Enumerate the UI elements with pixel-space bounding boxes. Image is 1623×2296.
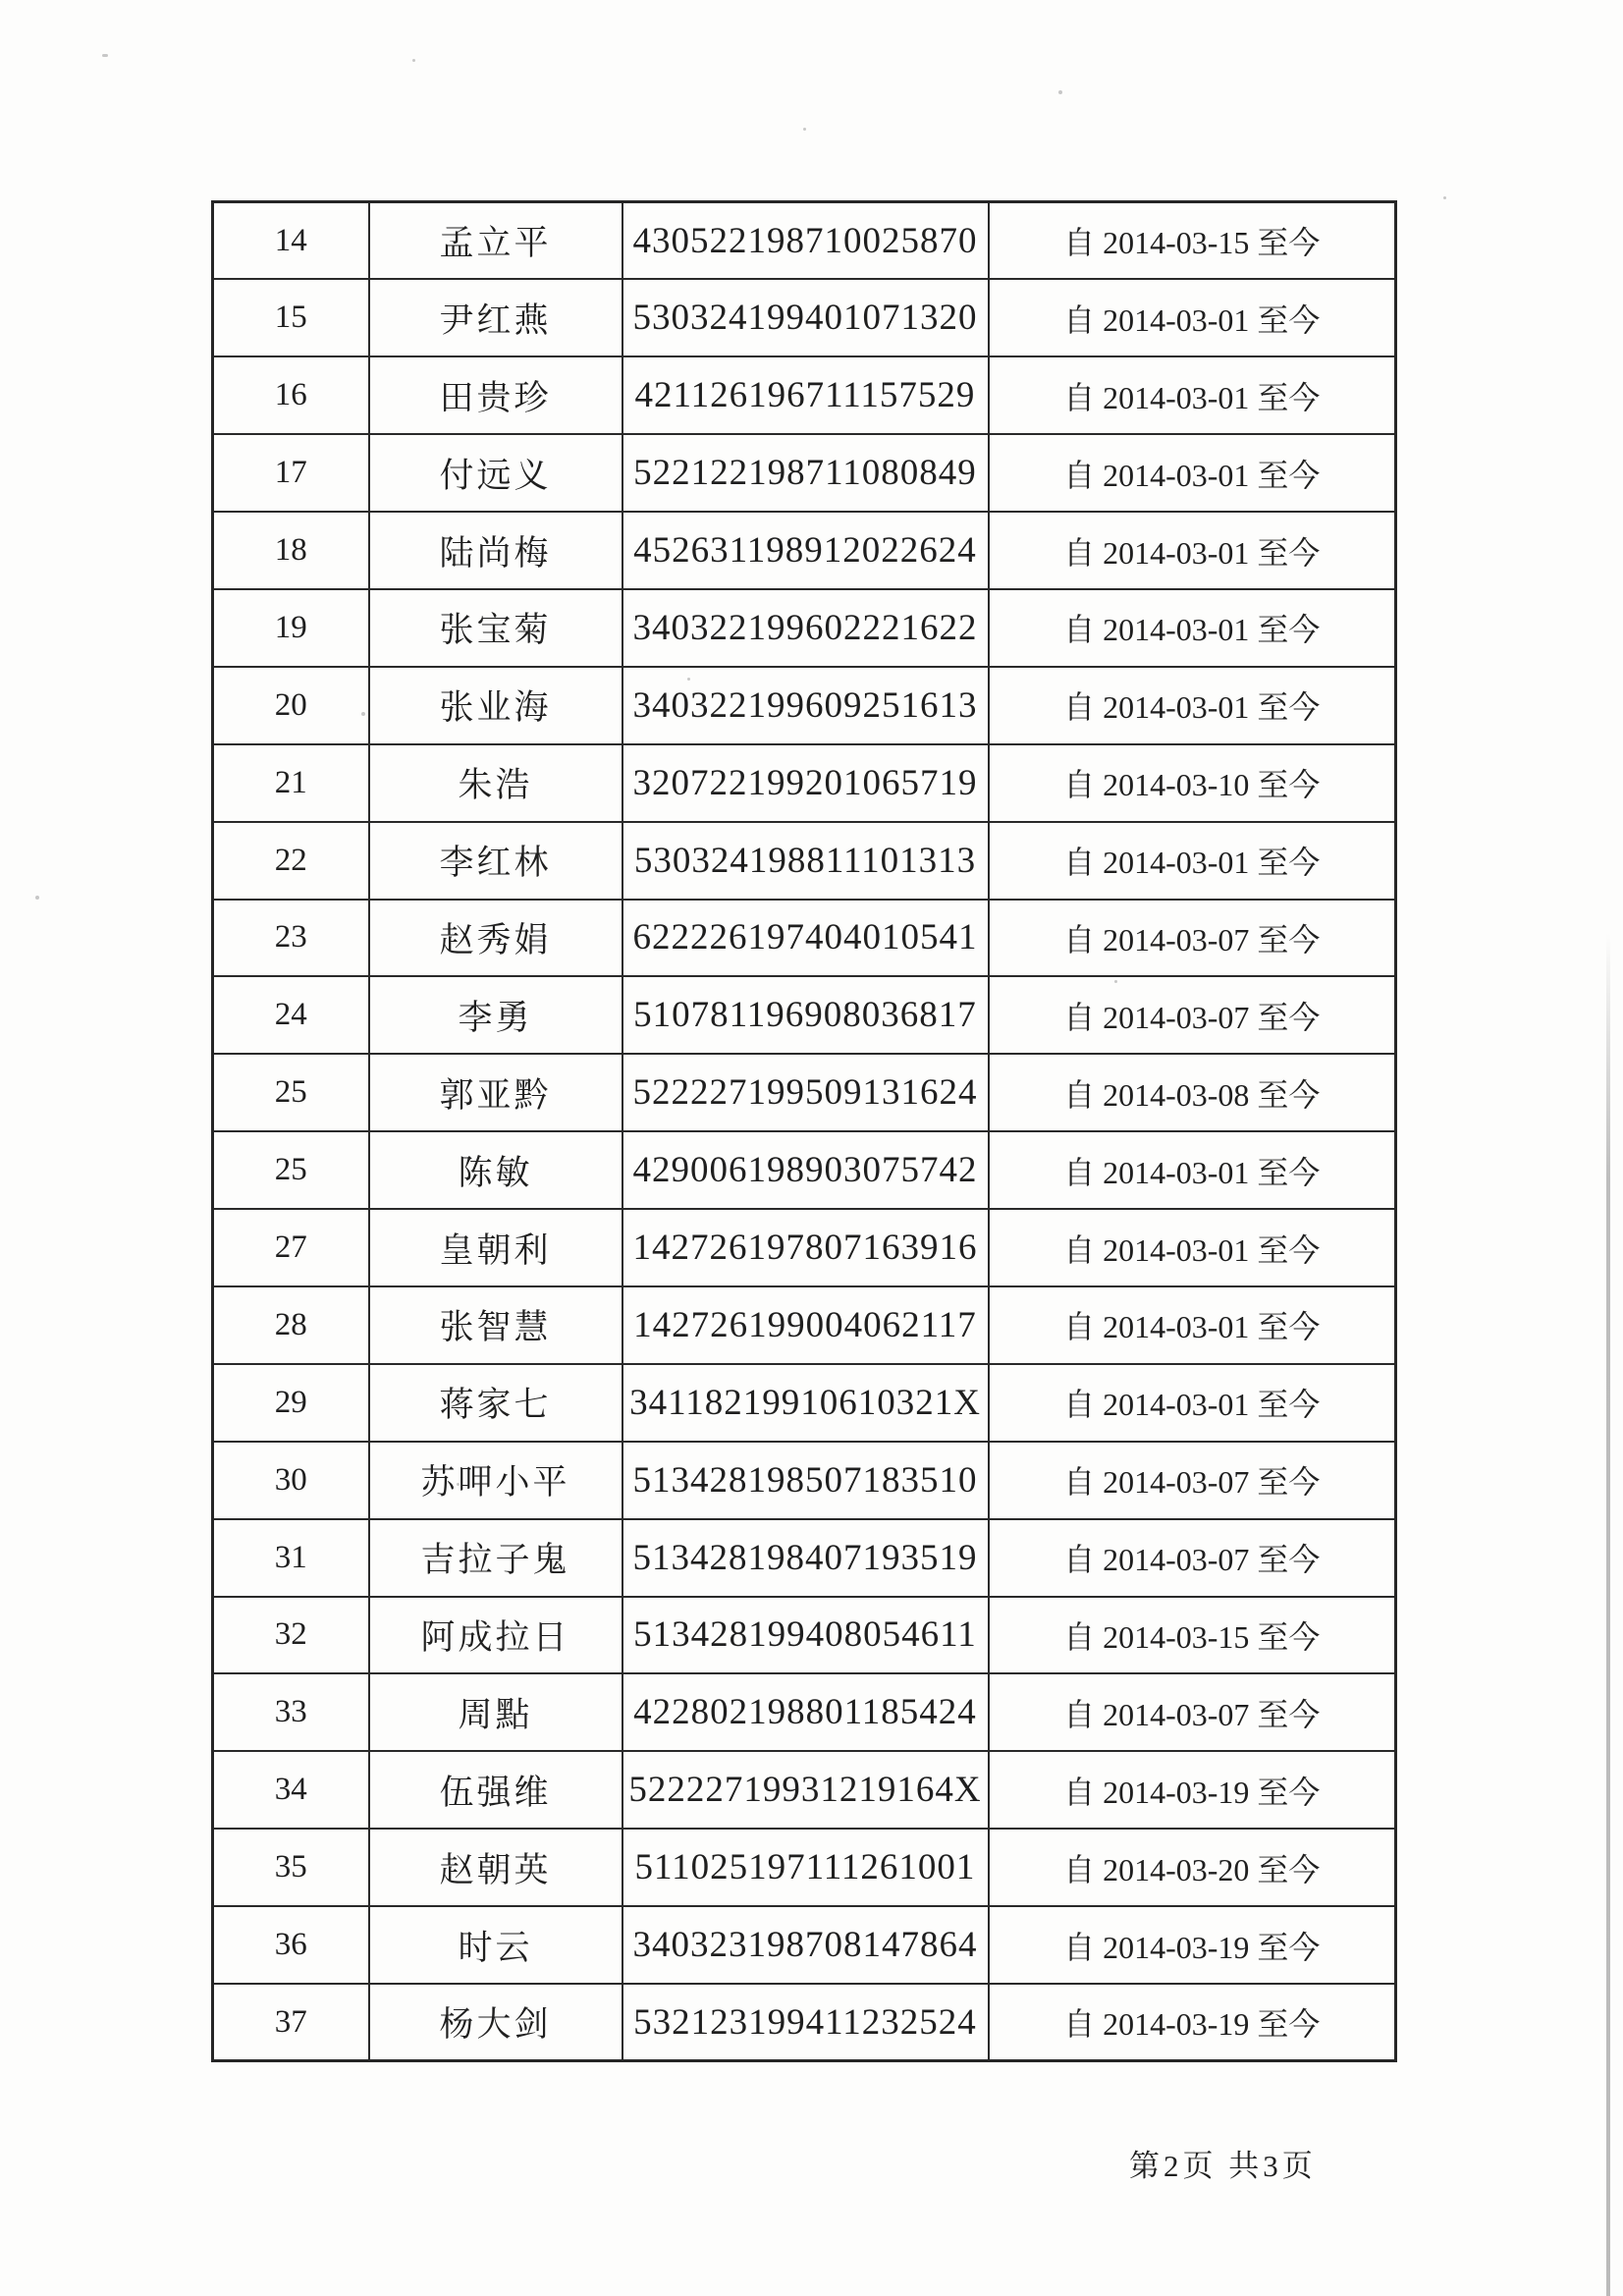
validity-period: 自 2014-03-15 至今: [989, 1597, 1396, 1674]
row-number: 34: [213, 1751, 369, 1829]
table-row: [213, 744, 1396, 822]
validity-period: 自 2014-03-01 至今: [989, 279, 1396, 356]
row-number: 33: [213, 1673, 369, 1751]
person-name: 尹红燕: [369, 279, 622, 356]
row-number: 30: [213, 1442, 369, 1519]
row-number: 18: [213, 512, 369, 589]
validity-period: 自 2014-03-07 至今: [989, 900, 1396, 977]
validity-period: 自 2014-03-01 至今: [989, 822, 1396, 900]
table-row: [213, 279, 1396, 356]
validity-period: 自 2014-03-01 至今: [989, 434, 1396, 512]
table-row: [213, 202, 1396, 280]
id-number: 430522198710025870: [622, 202, 989, 280]
validity-period: 自 2014-03-15 至今: [989, 202, 1396, 280]
person-name: 杨大剑: [369, 1984, 622, 2061]
id-number: 52222719931219164X: [622, 1751, 989, 1829]
validity-period: 自 2014-03-01 至今: [989, 667, 1396, 744]
row-number: 24: [213, 976, 369, 1054]
id-number: 421126196711157529: [622, 356, 989, 434]
scan-speck: [803, 128, 806, 131]
table-row: [213, 1131, 1396, 1209]
person-name: 张宝菊: [369, 589, 622, 667]
table-row: [213, 1054, 1396, 1131]
table-row: [213, 434, 1396, 512]
person-name: 陆尚梅: [369, 512, 622, 589]
person-name: 孟立平: [369, 202, 622, 280]
row-number: 17: [213, 434, 369, 512]
table-row: [213, 512, 1396, 589]
id-number: 422802198801185424: [622, 1673, 989, 1751]
validity-period: 自 2014-03-01 至今: [989, 512, 1396, 589]
validity-period: 自 2014-03-07 至今: [989, 976, 1396, 1054]
person-name: 苏呷小平: [369, 1442, 622, 1519]
person-name: 时云: [369, 1906, 622, 1984]
person-name: 吉拉子鬼: [369, 1519, 622, 1597]
table-row: [213, 1442, 1396, 1519]
validity-period: 自 2014-03-19 至今: [989, 1751, 1396, 1829]
id-number: 530324199401071320: [622, 279, 989, 356]
person-name: 皇朝利: [369, 1209, 622, 1286]
validity-period: 自 2014-03-07 至今: [989, 1673, 1396, 1751]
row-number: 16: [213, 356, 369, 434]
person-name: 郭亚黔: [369, 1054, 622, 1131]
row-number: 19: [213, 589, 369, 667]
id-number: 513428198507183510: [622, 1442, 989, 1519]
row-number: 35: [213, 1829, 369, 1906]
validity-period: 自 2014-03-07 至今: [989, 1519, 1396, 1597]
table-row: [213, 1286, 1396, 1364]
id-number: 530324198811101313: [622, 822, 989, 900]
row-number: 31: [213, 1519, 369, 1597]
row-number: 15: [213, 279, 369, 356]
validity-period: 自 2014-03-07 至今: [989, 1442, 1396, 1519]
id-number: 340322199609251613: [622, 667, 989, 744]
table-row: [213, 1751, 1396, 1829]
row-number: 20: [213, 667, 369, 744]
person-name: 蒋家七: [369, 1364, 622, 1442]
table-row: [213, 900, 1396, 977]
id-number: 513428199408054611: [622, 1597, 989, 1674]
table-row: [213, 667, 1396, 744]
row-number: 32: [213, 1597, 369, 1674]
validity-period: 自 2014-03-01 至今: [989, 1131, 1396, 1209]
row-number: 25: [213, 1054, 369, 1131]
scan-speck: [35, 896, 39, 900]
id-number: 513428198407193519: [622, 1519, 989, 1597]
page-footer: 第2页 共3页: [1129, 2149, 1317, 2183]
row-number: 22: [213, 822, 369, 900]
row-number: 36: [213, 1906, 369, 1984]
id-number: 340323198708147864: [622, 1906, 989, 1984]
person-name: 张智慧: [369, 1286, 622, 1364]
roster-table-body: [213, 202, 1396, 2061]
validity-period: 自 2014-03-10 至今: [989, 744, 1396, 822]
table-row: [213, 1906, 1396, 1984]
table-row: [213, 1984, 1396, 2061]
validity-period: 自 2014-03-19 至今: [989, 1906, 1396, 1984]
row-number: 23: [213, 900, 369, 977]
row-number: 29: [213, 1364, 369, 1442]
id-number: 34118219910610321X: [622, 1364, 989, 1442]
id-number: 522227199509131624: [622, 1054, 989, 1131]
table-row: [213, 1597, 1396, 1674]
table-row: [213, 1364, 1396, 1442]
id-number: 622226197404010541: [622, 900, 989, 977]
id-number: 532123199411232524: [622, 1984, 989, 2061]
person-name: 田贵珍: [369, 356, 622, 434]
table-row: [213, 1209, 1396, 1286]
person-name: 伍强维: [369, 1751, 622, 1829]
table-row: [213, 976, 1396, 1054]
validity-period: 自 2014-03-01 至今: [989, 1286, 1396, 1364]
table-row: [213, 822, 1396, 900]
person-name: 赵朝英: [369, 1829, 622, 1906]
row-number: 28: [213, 1286, 369, 1364]
table-row: [213, 589, 1396, 667]
row-number: 14: [213, 202, 369, 280]
person-name: 赵秀娟: [369, 900, 622, 977]
person-name: 周點: [369, 1673, 622, 1751]
row-number: 27: [213, 1209, 369, 1286]
id-number: 340322199602221622: [622, 589, 989, 667]
id-number: 142726199004062117: [622, 1286, 989, 1364]
id-number: 429006198903075742: [622, 1131, 989, 1209]
id-number: 511025197111261001: [622, 1829, 989, 1906]
table-row: [213, 1673, 1396, 1751]
person-name: 付远义: [369, 434, 622, 512]
validity-period: 自 2014-03-20 至今: [989, 1829, 1396, 1906]
validity-period: 自 2014-03-01 至今: [989, 356, 1396, 434]
validity-period: 自 2014-03-19 至今: [989, 1984, 1396, 2061]
id-number: 452631198912022624: [622, 512, 989, 589]
table-row: [213, 356, 1396, 434]
scan-speck: [412, 59, 415, 62]
row-number: 21: [213, 744, 369, 822]
row-number: 25: [213, 1131, 369, 1209]
person-name: 陈敏: [369, 1131, 622, 1209]
personnel-roster-table: [211, 200, 1397, 2062]
scan-speck: [1058, 90, 1062, 94]
validity-period: 自 2014-03-01 至今: [989, 1364, 1396, 1442]
id-number: 142726197807163916: [622, 1209, 989, 1286]
person-name: 李红林: [369, 822, 622, 900]
table-row: [213, 1519, 1396, 1597]
id-number: 320722199201065719: [622, 744, 989, 822]
validity-period: 自 2014-03-08 至今: [989, 1054, 1396, 1131]
id-number: 522122198711080849: [622, 434, 989, 512]
scan-edge-shadow: [1606, 933, 1610, 2296]
person-name: 朱浩: [369, 744, 622, 822]
scan-speck: [1443, 196, 1446, 199]
validity-period: 自 2014-03-01 至今: [989, 1209, 1396, 1286]
scan-speck: [102, 54, 108, 57]
table-row: [213, 1829, 1396, 1906]
person-name: 阿成拉日: [369, 1597, 622, 1674]
row-number: 37: [213, 1984, 369, 2061]
validity-period: 自 2014-03-01 至今: [989, 589, 1396, 667]
person-name: 张业海: [369, 667, 622, 744]
id-number: 510781196908036817: [622, 976, 989, 1054]
person-name: 李勇: [369, 976, 622, 1054]
